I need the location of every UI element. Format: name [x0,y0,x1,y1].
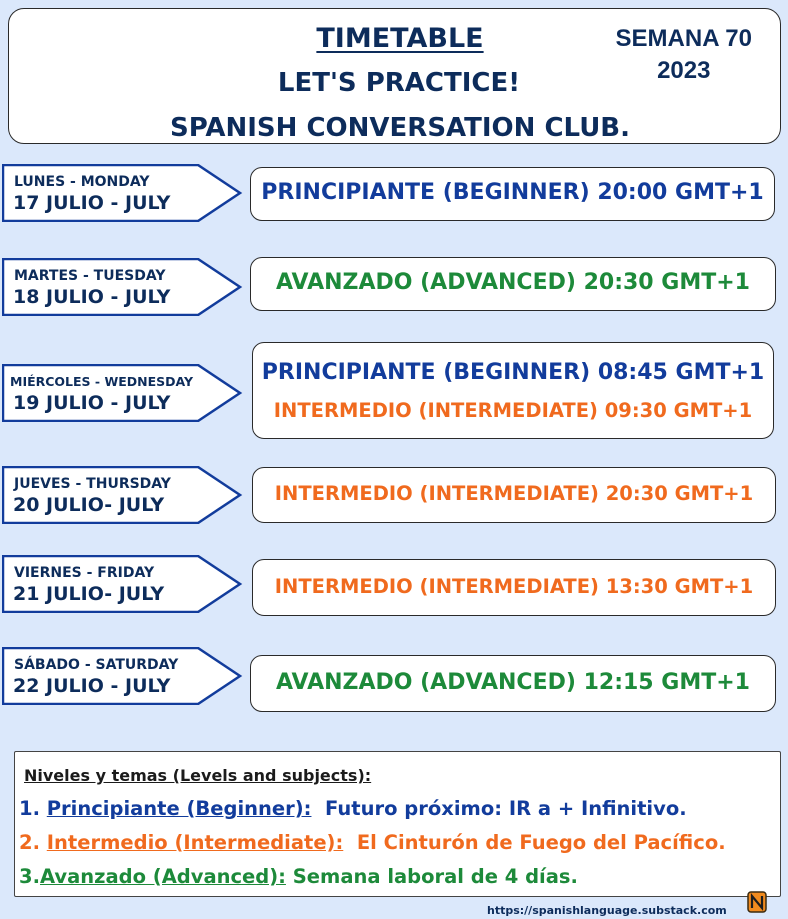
legend-topic: Semana laboral de 4 días. [285,865,578,888]
day-arrow-thursday [2,466,242,524]
session-text: INTERMEDIO (INTERMEDIATE) 20:30 GMT+1 [274,482,754,505]
levels-legend [14,751,781,897]
legend-topic: Futuro próximo: IR a + Infinitivo. [311,797,687,820]
legend-topic: El Cinturón de Fuego del Pacífico. [343,831,726,854]
day-name: MARTES - TUESDAY [14,268,166,284]
day-date: 19 JULIO - JULY [13,392,171,414]
legend-number: 3. [19,865,40,888]
day-date: 21 JULIO- JULY [13,583,165,605]
day-date: 22 JULIO - JULY [13,675,171,697]
page-subtitle: LET'S PRACTICE! [277,68,521,98]
session-box-saturday [250,655,776,712]
session-text: AVANZADO (ADVANCED) 20:30 GMT+1 [276,270,750,295]
day-arrow-monday [2,164,242,222]
brand-logo-icon [747,891,767,913]
legend-level: Principiante (Beginner): [46,797,312,820]
day-arrow-wednesday [2,364,242,422]
day-name: LUNES - MONDAY [14,174,150,190]
day-arrow-tuesday [2,258,242,316]
week-year: 2023 [657,57,711,84]
day-name: VIERNES - FRIDAY [14,565,155,581]
legend-number: 1. [19,797,47,820]
session-box-wednesday [252,342,774,439]
day-name: MIÉRCOLES - WEDNESDAY [10,374,194,389]
day-arrow-friday [2,555,242,613]
session-box-tuesday [250,257,776,311]
day-date: 17 JULIO - JULY [13,192,171,214]
legend-item-advanced [19,865,578,888]
week-number: SEMANA 70 [615,25,752,52]
day-name: SÁBADO - SATURDAY [14,657,179,673]
session-box-monday [250,167,775,221]
legend-level: Avanzado (Advanced): [39,865,286,888]
legend-level: Intermedio (Intermediate): [46,831,344,854]
day-arrow-saturday [2,647,242,705]
legend-title: Niveles y temas (Levels and subjects): [24,766,372,785]
legend-item-intermediate [19,831,726,854]
legend-item-beginner [19,797,687,820]
session-box-friday [252,559,776,616]
session-box-thursday [252,467,776,523]
header-box [8,8,781,144]
club-name: SPANISH CONVERSATION CLUB. [169,113,630,143]
session-text: PRINCIPIANTE (BEGINNER) 20:00 GMT+1 [261,180,764,205]
substack-url[interactable]: https://spanishlanguage.substack.com [487,904,727,917]
day-name: JUEVES - THURSDAY [14,476,171,492]
session-text: INTERMEDIO (INTERMEDIATE) 13:30 GMT+1 [274,575,754,598]
session-text-intermediate: INTERMEDIO (INTERMEDIATE) 09:30 GMT+1 [273,399,753,422]
day-date: 18 JULIO - JULY [13,286,171,308]
day-date: 20 JULIO- JULY [13,494,165,516]
page-title: TIMETABLE [316,23,484,54]
session-text-beginner: PRINCIPIANTE (BEGINNER) 08:45 GMT+1 [261,360,765,385]
session-text: AVANZADO (ADVANCED) 12:15 GMT+1 [276,670,750,695]
week-label [616,23,752,87]
legend-number: 2. [19,831,47,854]
